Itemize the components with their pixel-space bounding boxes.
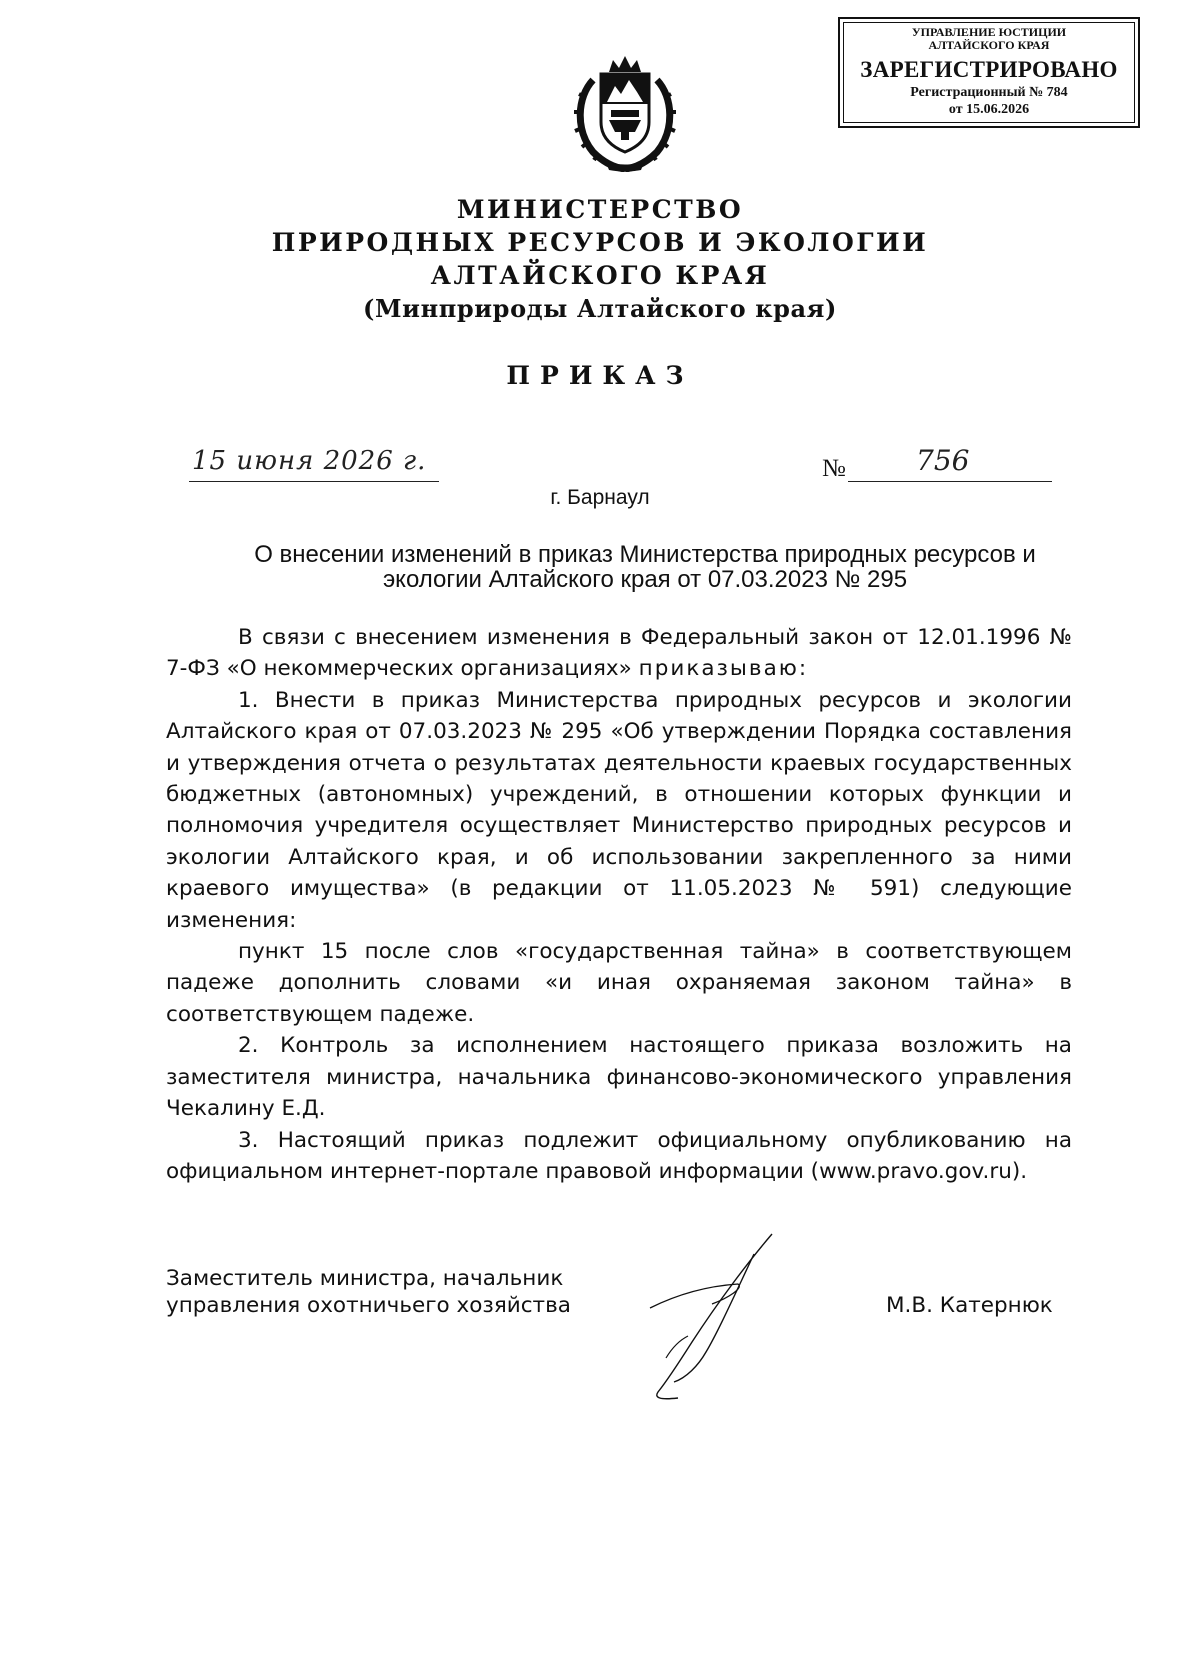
order-subject: О внесении изменений в приказ Министерства природных ресурсов и экологии Алтайского края от 07.03.2023 № 295 xyxy=(254,541,1036,593)
document-type: ПРИКАЗ xyxy=(506,361,694,390)
header-line-2: ПРИРОДНЫХ РЕСУРСОВ И ЭКОЛОГИИ xyxy=(271,228,929,257)
body-paragraph-2: 1. Внести в приказ Министерства природных ресурсов и экологии Алтайского края от 07.03.2023 № 295 «Об утверждении Порядка составления и утверждения отчета о результатах деятельности краевых государственных бюджетных (автономных) учреждений, в отношении которых функции и полномочия учредителя осуществляет Министерство природных ресурсов и экологии Алтайского края, и об использовании закрепленного за ними краевого имущества» (в редакции от 11.05.2023 № 591) следующие изменения: xyxy=(166,687,1072,933)
body-paragraph-1 xyxy=(166,622,1072,685)
header-line-3: АЛТАЙСКОГО КРАЯ xyxy=(430,261,770,290)
number-underline xyxy=(848,481,1052,482)
body-paragraph-5: 3. Настоящий приказ подлежит официальному опубликованию на официальном интернет-портале правовой информации (www.pravo.gov.ru). xyxy=(166,1127,1072,1184)
signer-position-line2: управления охотничьего хозяйства xyxy=(166,1293,571,1318)
header-short-name: (Минприроды Алтайского края) xyxy=(363,294,837,323)
signer-position-line1: Заместитель министра, начальник xyxy=(166,1266,564,1291)
stamp-inner-frame xyxy=(843,22,1135,123)
date-underline xyxy=(189,481,439,482)
coat-of-arms-icon xyxy=(571,52,679,172)
stamp-title: ЗАРЕГИСТРИРОВАНО xyxy=(860,57,1118,82)
body-paragraph-3: пункт 15 после слов «государственная тайна» в соответствующем падеже дополнить словами «и иная охраняемая законом тайна» в соответствующем падеже. xyxy=(166,939,1072,1027)
order-number-handwritten: 756 xyxy=(916,444,970,477)
body-paragraph-4: 2. Контроль за исполнением настоящего приказа возложить на заместителя министра, начальника финансово-экономического управления Чекалину Е.Д. xyxy=(166,1033,1072,1122)
signer-name: М.В. Катернюк xyxy=(886,1293,1053,1318)
body-p1-spaced: приказываю: xyxy=(638,656,809,682)
stamp-reg-number: Регистрационный № 784 xyxy=(910,85,1068,100)
handwritten-signature xyxy=(648,1232,778,1402)
registration-stamp xyxy=(838,17,1140,128)
stamp-reg-date: от 15.06.2026 xyxy=(948,102,1030,117)
order-city: г. Барнаул xyxy=(550,486,650,509)
order-date-handwritten: 15 июня 2026 г. xyxy=(192,446,427,476)
order-body xyxy=(166,622,1072,1187)
signer-position xyxy=(166,1265,571,1319)
ministry-header xyxy=(0,193,1200,325)
stamp-org-line2: АЛТАЙСКОГО КРАЯ xyxy=(928,38,1050,52)
body-p1-text: В связи с внесением изменения в Федеральный закон от 12.01.1996 № 7-ФЗ «О некоммерческих организациях» xyxy=(166,625,1072,682)
order-number-label: № xyxy=(822,455,846,482)
stamp-org-line1: УПРАВЛЕНИЕ ЮСТИЦИИ xyxy=(911,25,1067,39)
header-line-1: МИНИСТЕРСТВО xyxy=(456,195,744,224)
